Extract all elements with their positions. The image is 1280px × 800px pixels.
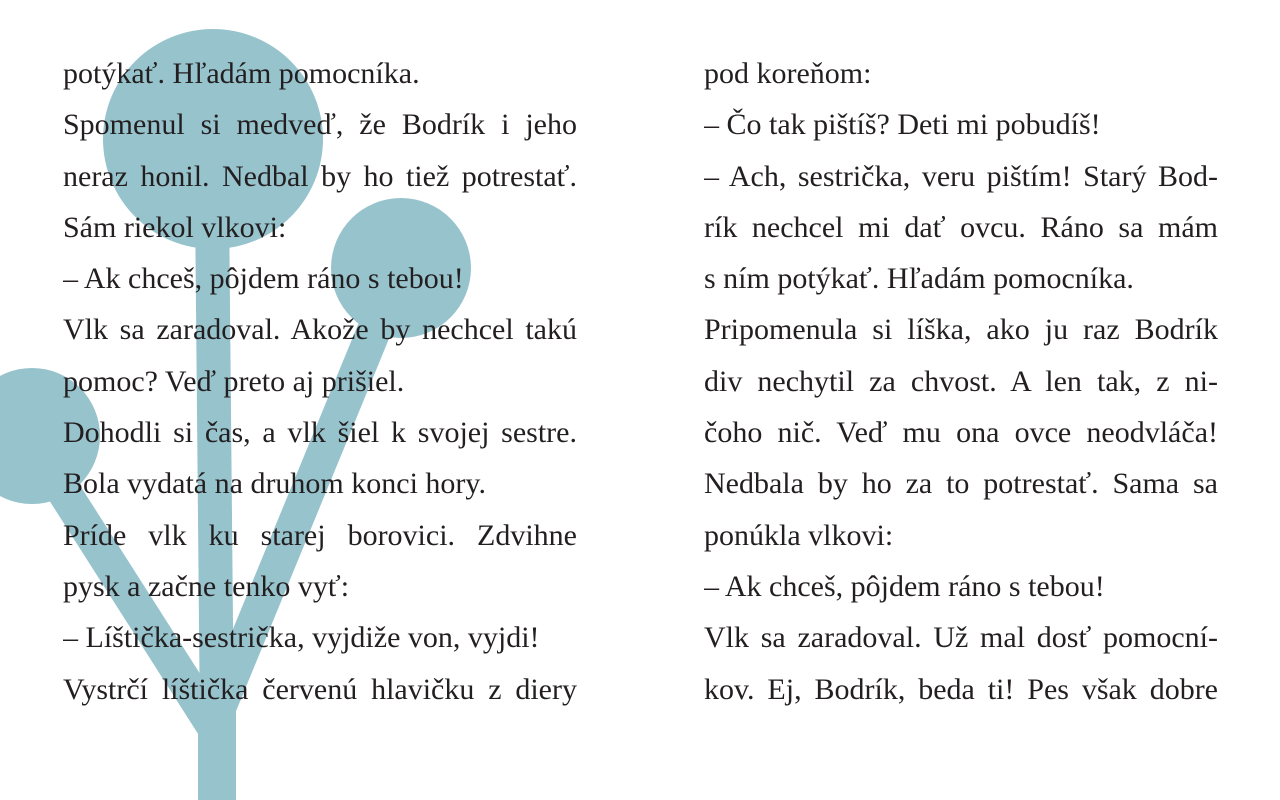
- text-line: div nechytil za chvost. A len tak, z ni-: [704, 364, 1218, 398]
- text-line: Nedbala by ho za to potrestať. Sama sa: [704, 467, 1218, 501]
- text-line: Dohodli si čas, a vlk šiel k svojej sestre.: [63, 416, 577, 450]
- text-line: – Ach, sestrička, veru pištím! Starý Bod-: [704, 159, 1218, 193]
- text-line: neraz honil. Nedbal by ho tiež potrestať.: [63, 159, 577, 193]
- right-text-column: [704, 48, 1218, 715]
- text-line: ponúkla vlkovi:: [704, 518, 894, 552]
- text-line: pod koreňom:: [704, 57, 872, 90]
- text-line: kov. Ej, Bodrík, beda ti! Pes však dobre: [704, 672, 1218, 706]
- text-line: Spomenul si medveď, že Bodrík i jeho: [63, 108, 577, 142]
- text-line: rík nechcel mi dať ovcu. Ráno sa mám: [704, 210, 1218, 244]
- text-line: Pripomenula si líška, ako ju raz Bodrík: [704, 313, 1218, 347]
- text-line: Vystrčí líštička červenú hlavičku z diery: [63, 672, 577, 706]
- left-text-column: [63, 48, 577, 715]
- text-line: Bola vydatá na druhom konci hory.: [63, 467, 486, 501]
- text-line: Sám riekol vlkovi:: [63, 210, 287, 244]
- text-line: s ním potýkať. Hľadám pomocníka.: [704, 262, 1134, 296]
- text-line: – Ak chceš, pôjdem ráno s tebou!: [63, 262, 464, 296]
- text-line: čoho nič. Veď mu ona ovce neodvláča!: [704, 416, 1218, 450]
- text-line: Vlk sa zaradoval. Už mal dosť pomocní-: [704, 621, 1218, 655]
- text-line: – Čo tak pištíš? Deti mi pobudíš!: [704, 108, 1101, 142]
- text-line: potýkať. Hľadám pomocníka.: [63, 57, 420, 90]
- text-line: Príde vlk ku starej borovici. Zdvihne: [63, 518, 577, 552]
- text-line: pomoc? Veď preto aj prišiel.: [63, 364, 405, 398]
- text-line: – Ak chceš, pôjdem ráno s tebou!: [704, 569, 1105, 603]
- text-line: – Líštička-sestrička, vyjdiže von, vyjdi!: [63, 621, 540, 655]
- text-line: Vlk sa zaradoval. Akože by nechcel takú: [63, 313, 577, 347]
- text-line: pysk a začne tenko vyť:: [63, 569, 350, 603]
